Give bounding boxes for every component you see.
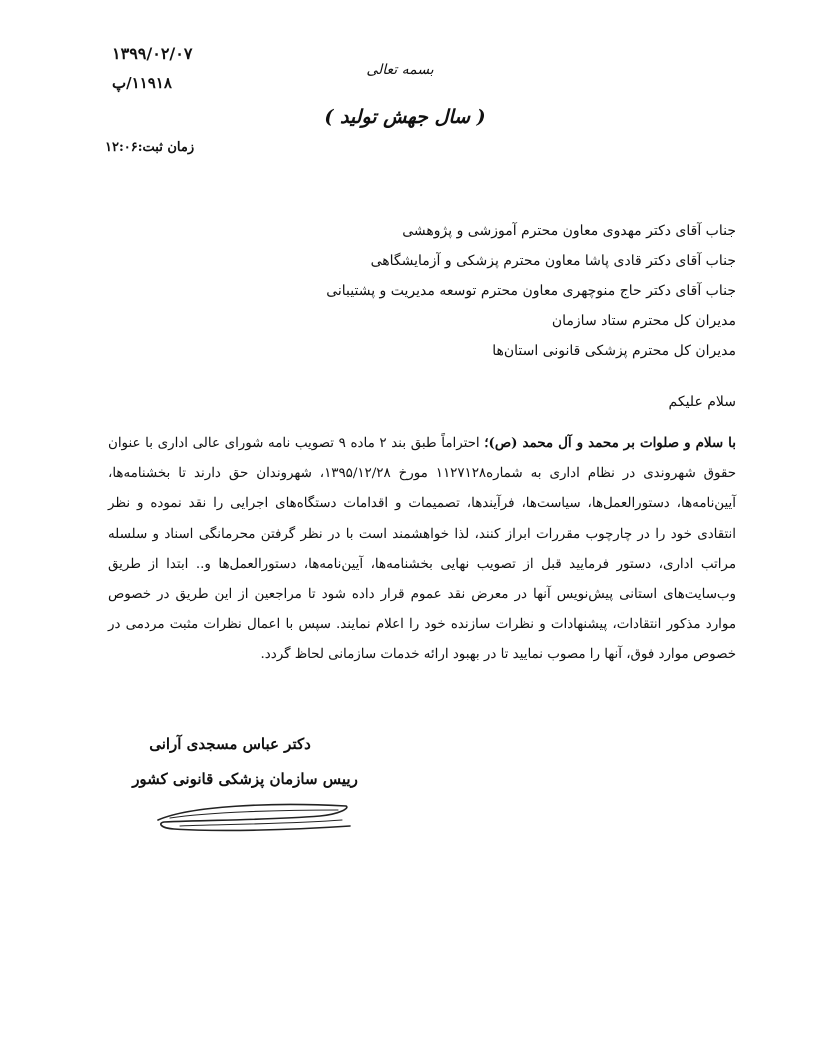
recipients-list <box>290 216 736 366</box>
year-motto: ( سال جهش تولید ) <box>324 106 486 128</box>
signatory-name: دکتر عباس مسجدی آرانی <box>149 735 311 753</box>
greeting: سلام علیکم <box>668 394 736 410</box>
body-text: احتراماً طبق بند ۲ ماده ۹ تصویب نامه شورای عالی اداری با عنوان حقوق شهروندی در نظام اداری به شماره۱۱۲۷۱۲۸ مورخ ۱۳۹۵/۱۲/۲۸، شهروندان حق دارند تا بخشنامه‌ها، آیین‌نامه‌ها، دستورالعمل‌ها، سیاست‌ها، فرآیندها، تصمیمات و اقدامات دستگاه‌های اجرایی را نقد نموده و نظر انتقادی خود را در چارچوب مقررات ابراز کنند، لذا خواهشمند است با در نظر گرفتن محرمانگی اسناد و سلسله مراتب اداری، دستور فرمایید قبل از تصویب نهایی بخشنامه‌ها، آیین‌نامه‌ها، دستورالعمل‌ها و.. ابتدا از طریق وب‌سایت‌های استانی پیش‌نویس آنها در معرض نقد عموم قرار داده شود تا مراجعین از این طریق در خصوص موارد مذکور انتقادات، پیشنهادات و نظرات سازنده خود را اعلام نمایند. سپس با اعمال نظرات مثبت مردمی در خصوص موارد فوق، آنها را مصوب نمایید تا در بهبود ارائه خدمات سازمانی لحاظ گردد. <box>108 436 736 663</box>
handwritten-signature-icon <box>150 796 360 836</box>
letter-number: ۱۱۹۱۸/پ <box>112 74 172 92</box>
body-lead: با سلام و صلوات بر محمد و آل محمد (ص)؛ <box>484 435 736 451</box>
registration-time: زمان ثبت:۱۲:۰۶ <box>105 140 195 155</box>
recipient-line: جناب آقای دکتر مهدوی معاون محترم آموزشی و پژوهشی <box>402 223 736 239</box>
recipient-line: جناب آقای دکتر حاج منوچهری معاون محترم توسعه مدیریت و پشتیبانی <box>326 283 736 299</box>
letter-date: ۱۳۹۹/۰۲/۰۷ <box>112 44 193 63</box>
recipient-line: جناب آقای دکتر قادی پاشا معاون محترم پزشکی و آزمایشگاهی <box>370 253 736 269</box>
bismillah-heading: بسمه تعالی <box>366 62 434 78</box>
recipient-line: مدیران کل محترم ستاد سازمان <box>551 313 736 329</box>
signatory-title: رییس سازمان پزشکی قانونی کشور <box>132 770 358 788</box>
recipient-line: مدیران کل محترم پزشکی قانونی استان‌ها <box>492 343 736 359</box>
letter-body <box>108 428 736 671</box>
